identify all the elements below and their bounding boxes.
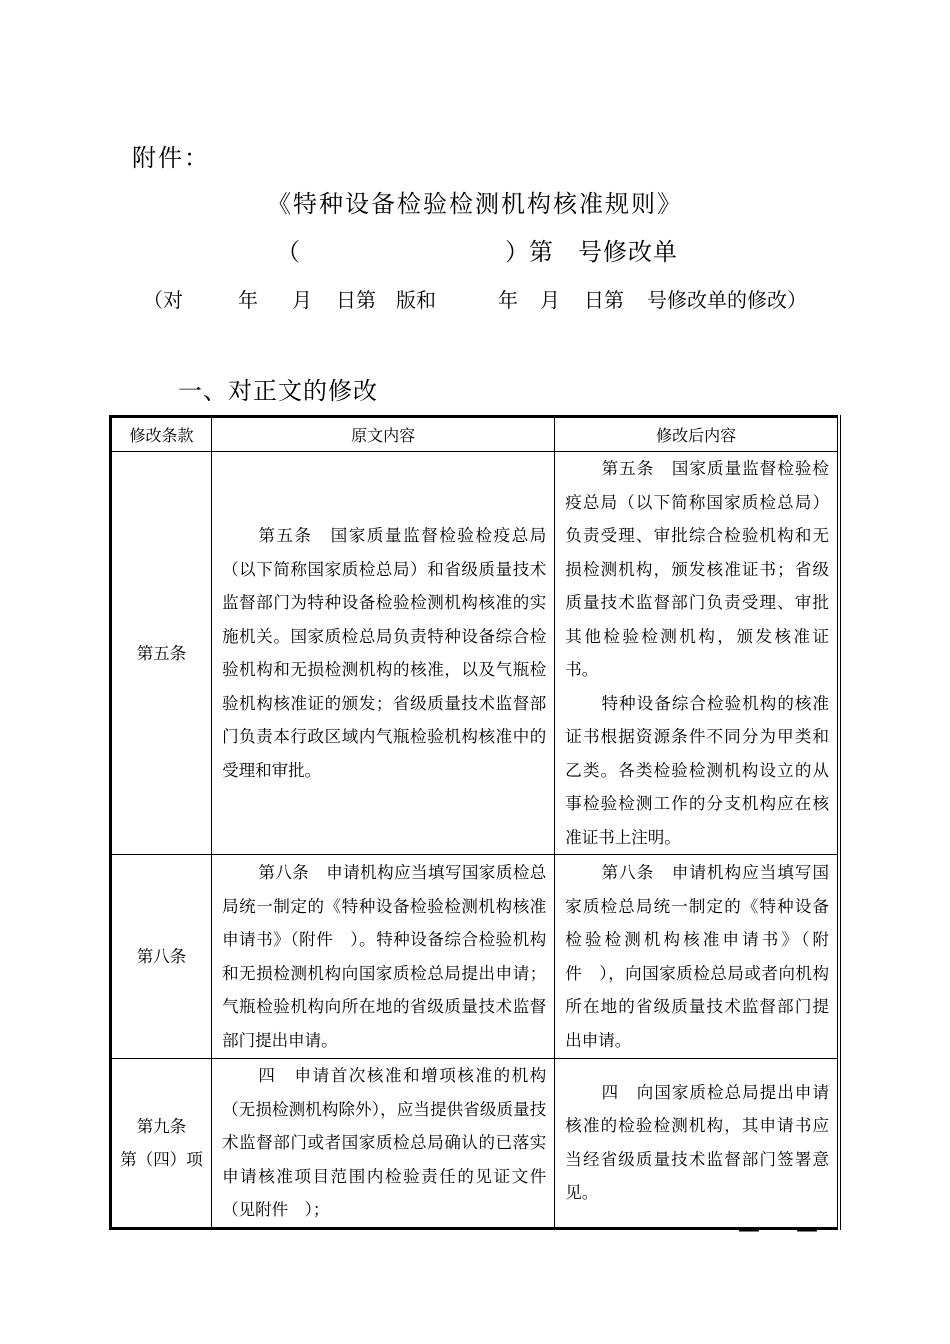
note-year-1: 年	[238, 288, 258, 312]
note-year-2: 年	[498, 288, 518, 312]
revised-paragraph: 第五条 国家质量监督检验检疫总局（以下简称国家质检总局）负责受理、审批综合检验机构和无损检测机构，颁发核准证书；省级质量技术监督部门负责受理、审批其他检验检测机构，颁发核准证书。	[565, 459, 829, 679]
row-revised	[555, 855, 839, 1059]
revised-paragraph: 四 向国家质检总局提出申请核准的检验检测机构，其申请书应当经省级质量技术监督部门签署意见。	[565, 1082, 829, 1203]
row-clause	[111, 1059, 212, 1229]
header-original: 原文内容	[212, 417, 555, 452]
header-clause: 修改条款	[111, 417, 212, 452]
note-day-edition: 日第 版和	[336, 288, 436, 312]
original-paragraph: 第八条 申请机构应当填写国家质检总局统一制定的《特种设备检验检测机构核准申请书》（附件 ）。特种设备综合检验机构和无损检测机构向国家质检总局提出申请；气瓶检验机构向所在地的省级质量技术监督部门提出申请。	[222, 863, 547, 1050]
row-clause	[111, 452, 212, 855]
table-header-row	[111, 417, 840, 452]
row-original	[212, 1059, 555, 1229]
page-dash-left: —	[738, 1218, 760, 1243]
note-tail: 号修改单的修改）	[647, 288, 807, 312]
row-clause	[111, 855, 212, 1059]
document-title: 《特种设备检验检测机构核准规则》	[267, 190, 683, 218]
row-revised	[555, 1059, 839, 1229]
note-month-1: 月	[292, 288, 312, 312]
original-paragraph: 第五条 国家质量监督检验检疫总局（以下简称国家质检总局）和省级质量技术监督部门为特种设备检验检测机构核准的实施机关。国家质检总局负责特种设备综合检验机构和无损检测机构的核准，以及气瓶检验机构核准证的颁发；省级质量技术监督部门负责本行政区域内气瓶检验机构核准中的受理和审批。	[222, 526, 547, 780]
section-title: 一、对正文的修改	[178, 377, 378, 405]
note-day-number: 日第	[584, 288, 624, 312]
clause-line: 第五条	[136, 643, 187, 663]
revised-paragraph: 第八条 申请机构应当填写国家质检总局统一制定的《特种设备检验检测机构核准申请书》（附件 ），向国家质检总局或者向机构所在地的省级质量技术监督部门提出申请。	[565, 863, 829, 1050]
row-revised	[555, 452, 839, 855]
note-month-2: 月	[540, 288, 560, 312]
clause-line: 第八条	[136, 947, 187, 966]
annex-label: 附件：	[132, 144, 210, 172]
subtitle-suffix: 号修改单	[578, 238, 678, 266]
page-dash-right: —	[796, 1218, 818, 1243]
row-original	[212, 452, 555, 855]
note-open: （对	[143, 288, 183, 312]
original-paragraph: 四 申请首次核准和增项核准的机构（无损检测机构除外），应当提供省级质量技术监督部门或者国家质检总局确认的已落实申请核准项目范围内检验责任的见证文件（见附件 ）；	[222, 1066, 547, 1219]
amendment-table	[109, 415, 841, 1230]
header-revised: 修改后内容	[555, 417, 839, 452]
table-row	[111, 1059, 840, 1229]
subtitle-open-paren: （	[276, 238, 300, 266]
table-row	[111, 855, 840, 1059]
subtitle-close-paren: ）第	[505, 238, 553, 266]
revised-paragraph: 特种设备综合检验机构的核准证书根据资源条件不同分为甲类和乙类。各类检验检测机构设立的从事检验检测工作的分支机构应在核准证书上注明。	[565, 693, 829, 847]
table-row	[111, 452, 840, 855]
row-original	[212, 855, 555, 1059]
clause-line: 第九条	[136, 1116, 187, 1136]
clause-line: 第（四）项	[120, 1149, 203, 1169]
